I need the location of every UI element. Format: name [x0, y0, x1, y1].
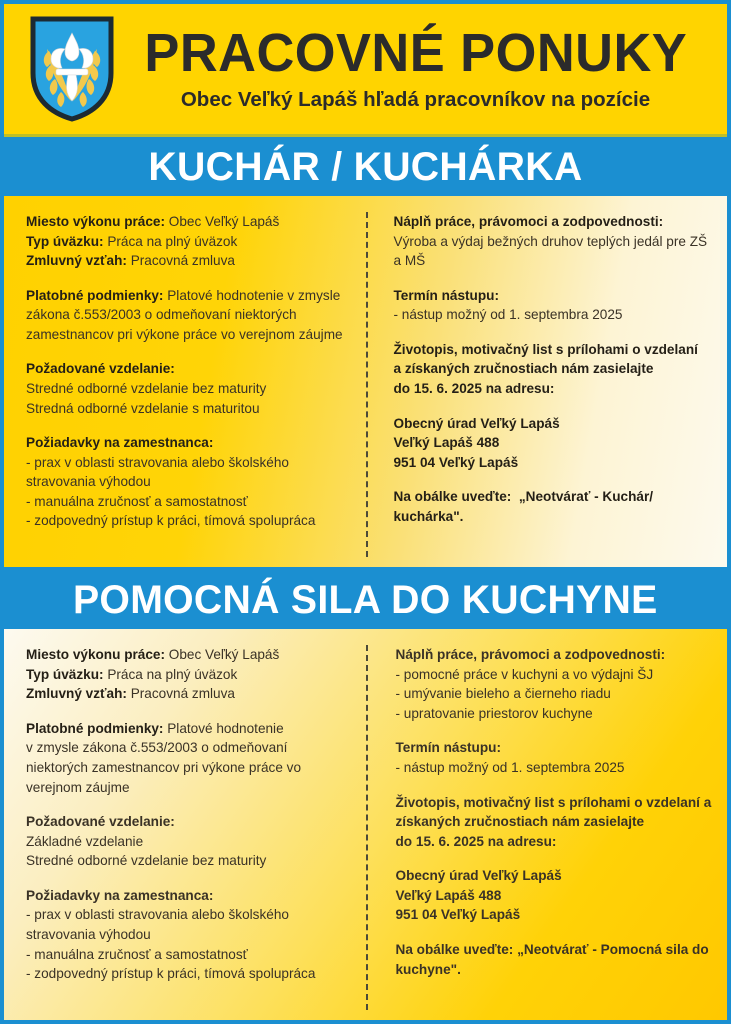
job-1-type: Typ úväzku: Práca na plný úväzok	[26, 233, 238, 249]
job-2-duties-line: - upratovanie priestorov kuchyne	[395, 705, 593, 721]
job-1-contract: Zmluvný vzťah: Pracovná zmluva	[26, 253, 235, 269]
job-2-duties-line: - pomocné práce v kuchyni a vo výdajni ŠJ	[395, 666, 654, 682]
job-1-salary	[26, 286, 350, 345]
job-1-start-line: - nástup možný od 1. septembra 2025	[393, 307, 623, 323]
job-1-requirement-line: - zodpovedný prístup k práci, tímová spolupráca	[26, 513, 316, 529]
job-2-requirement-line: stravovania výhodou	[26, 926, 151, 942]
job-2-left-column	[4, 645, 366, 1010]
job-1-apply-line: Životopis, motivačný list s prílohami o vzdelaní	[393, 341, 698, 357]
job-section-2	[4, 629, 727, 1020]
job-2-education-label: Požadované vzdelanie:	[26, 814, 175, 830]
crest-icon	[29, 15, 115, 123]
job-2-apply-line: Životopis, motivačný list s prílohami o vzdelaní a	[395, 794, 712, 810]
job-1-left-column	[4, 212, 366, 557]
job-2-address-line: Veľký Lapáš 488	[395, 887, 502, 903]
job-1-requirement-line: stravovania výhodou	[26, 474, 151, 490]
poster-header	[4, 4, 727, 134]
job-2-envelope-line: Na obálke uveďte: „Neotvárať - Pomocná sila do	[395, 941, 709, 957]
job-1-apply	[394, 340, 714, 399]
job-2-start-line: - nástup možný od 1. septembra 2025	[395, 760, 625, 776]
job-1-envelope-note	[394, 487, 714, 526]
job-section-1	[4, 196, 727, 567]
job-1-place: Miesto výkonu práce: Obec Veľký Lapáš	[26, 214, 280, 229]
job-title-1: KUCHÁR / KUCHÁRKA	[148, 144, 583, 189]
job-1-requirements-label: Požiadavky na zamestnanca:	[26, 435, 214, 451]
job-1-requirements	[26, 433, 350, 531]
job-2-salary-line-4: verejnom záujme	[26, 779, 130, 795]
job-banner-1	[4, 134, 727, 196]
job-1-requirement-line: - prax v oblasti stravovania alebo školského	[26, 454, 289, 470]
coat-of-arms-crest	[26, 13, 118, 125]
job-2-contract: Zmluvný vzťah: Pracovná zmluva	[26, 686, 235, 702]
job-2-education-line: Stredné odborné vzdelanie bez maturity	[26, 853, 267, 869]
job-2-apply	[396, 793, 714, 852]
job-2-salary	[26, 719, 350, 797]
job-1-duties-label: Náplň práce, právomoci a zodpovednosti:	[393, 214, 664, 229]
job-1-start-label: Termín nástupu:	[393, 287, 499, 303]
page-title: PRACOVNÉ PONUKY	[144, 23, 687, 84]
job-banner-2	[4, 567, 727, 629]
job-2-requirement-line: - manuálna zručnosť a samostatnosť	[26, 946, 248, 962]
job-2-salary-line-2: v zmysle zákona č.553/2003 o odmeňovaní	[26, 740, 288, 756]
job-1-education-line: Stredná odborné vzdelanie s maturitou	[26, 400, 260, 416]
job-1-right-column	[366, 212, 728, 557]
job-1-duties-line: a MŠ	[393, 253, 426, 269]
job-1-education-label: Požadované vzdelanie:	[26, 361, 175, 377]
job-1-address	[394, 414, 714, 473]
job-1-duties-line: Výroba a výdaj bežných druhov teplých jedál pre ZŠ	[393, 233, 708, 249]
job-2-education-line: Základné vzdelanie	[26, 833, 144, 849]
job-1-education-line: Stredné odborné vzdelanie bez maturity	[26, 380, 267, 396]
job-2-apply-line: získaných zručnostiach nám zasielajte	[395, 814, 645, 830]
job-2-place: Miesto výkonu práce: Obec Veľký Lapáš	[26, 647, 280, 663]
job-1-basics	[26, 212, 350, 271]
poster-inner	[4, 4, 727, 1020]
job-1-apply-line: a získaných zručnostiach nám zasielajte	[393, 361, 654, 377]
job-2-address-line: 951 04 Veľký Lapáš	[395, 907, 521, 923]
job-2-duties	[396, 645, 714, 723]
job-2-start-date	[396, 738, 714, 777]
job-1-start-date	[394, 286, 714, 325]
job-2-requirement-line: - zodpovedný prístup k práci, tímová spolupráca	[26, 966, 316, 982]
job-2-basics	[26, 645, 350, 704]
job-1-salary-line-2: zákona č.553/2003 o odmeňovaní niektorých	[26, 307, 297, 323]
header-text-block	[118, 23, 727, 112]
job-2-right-column	[366, 645, 728, 1010]
job-2-address	[396, 866, 714, 925]
job-2-duties-line: - umývanie bieleho a čierneho riadu	[395, 686, 611, 702]
job-1-address-line: Obecný úrad Veľký Lapáš	[393, 415, 560, 431]
job-1-requirement-line: - manuálna zručnosť a samostatnosť	[26, 493, 248, 509]
job-1-salary-line-3: zamestnancov pri výkone práce vo verejnom záujme	[26, 326, 343, 342]
job-1-salary-line-1: Platobné podmienky: Platové hodnotenie v zmysle	[26, 287, 341, 303]
job-1-envelope-line: kuchárka".	[393, 508, 464, 524]
job-2-type: Typ úväzku: Práca na plný úväzok	[26, 666, 238, 682]
job-1-address-line: 951 04 Veľký Lapáš	[393, 454, 519, 470]
job-2-requirement-line: - prax v oblasti stravovania alebo školského	[26, 907, 289, 923]
job-2-duties-label: Náplň práce, právomoci a zodpovednosti:	[395, 647, 666, 663]
job-2-salary-line-1: Platobné podmienky: Platové hodnotenie	[26, 720, 284, 736]
job-1-address-line: Veľký Lapáš 488	[393, 435, 500, 451]
job-2-salary-line-3: niektorých zamestnancov pri výkone práce vo	[26, 760, 302, 776]
page-subtitle: Obec Veľký Lapáš hľadá pracovníkov na pozície	[180, 88, 651, 112]
job-2-requirements-label: Požiadavky na zamestnanca:	[26, 887, 214, 903]
job-2-requirements	[26, 886, 350, 984]
job-title-2: POMOCNÁ SILA DO KUCHYNE	[73, 577, 658, 622]
job-1-envelope-line: Na obálke uveďte: „Neotvárať - Kuchár/	[393, 489, 654, 505]
job-2-envelope-line: kuchyne".	[395, 961, 461, 977]
job-1-education	[26, 359, 350, 418]
job-2-apply-line: do 15. 6. 2025 na adresu:	[395, 833, 557, 849]
job-2-start-label: Termín nástupu:	[395, 740, 501, 756]
job-2-address-line: Obecný úrad Veľký Lapáš	[395, 868, 562, 884]
job-1-duties	[394, 212, 714, 271]
job-2-envelope-note	[396, 940, 714, 979]
job-2-education	[26, 812, 350, 871]
job-1-apply-line: do 15. 6. 2025 na adresu:	[393, 380, 555, 396]
